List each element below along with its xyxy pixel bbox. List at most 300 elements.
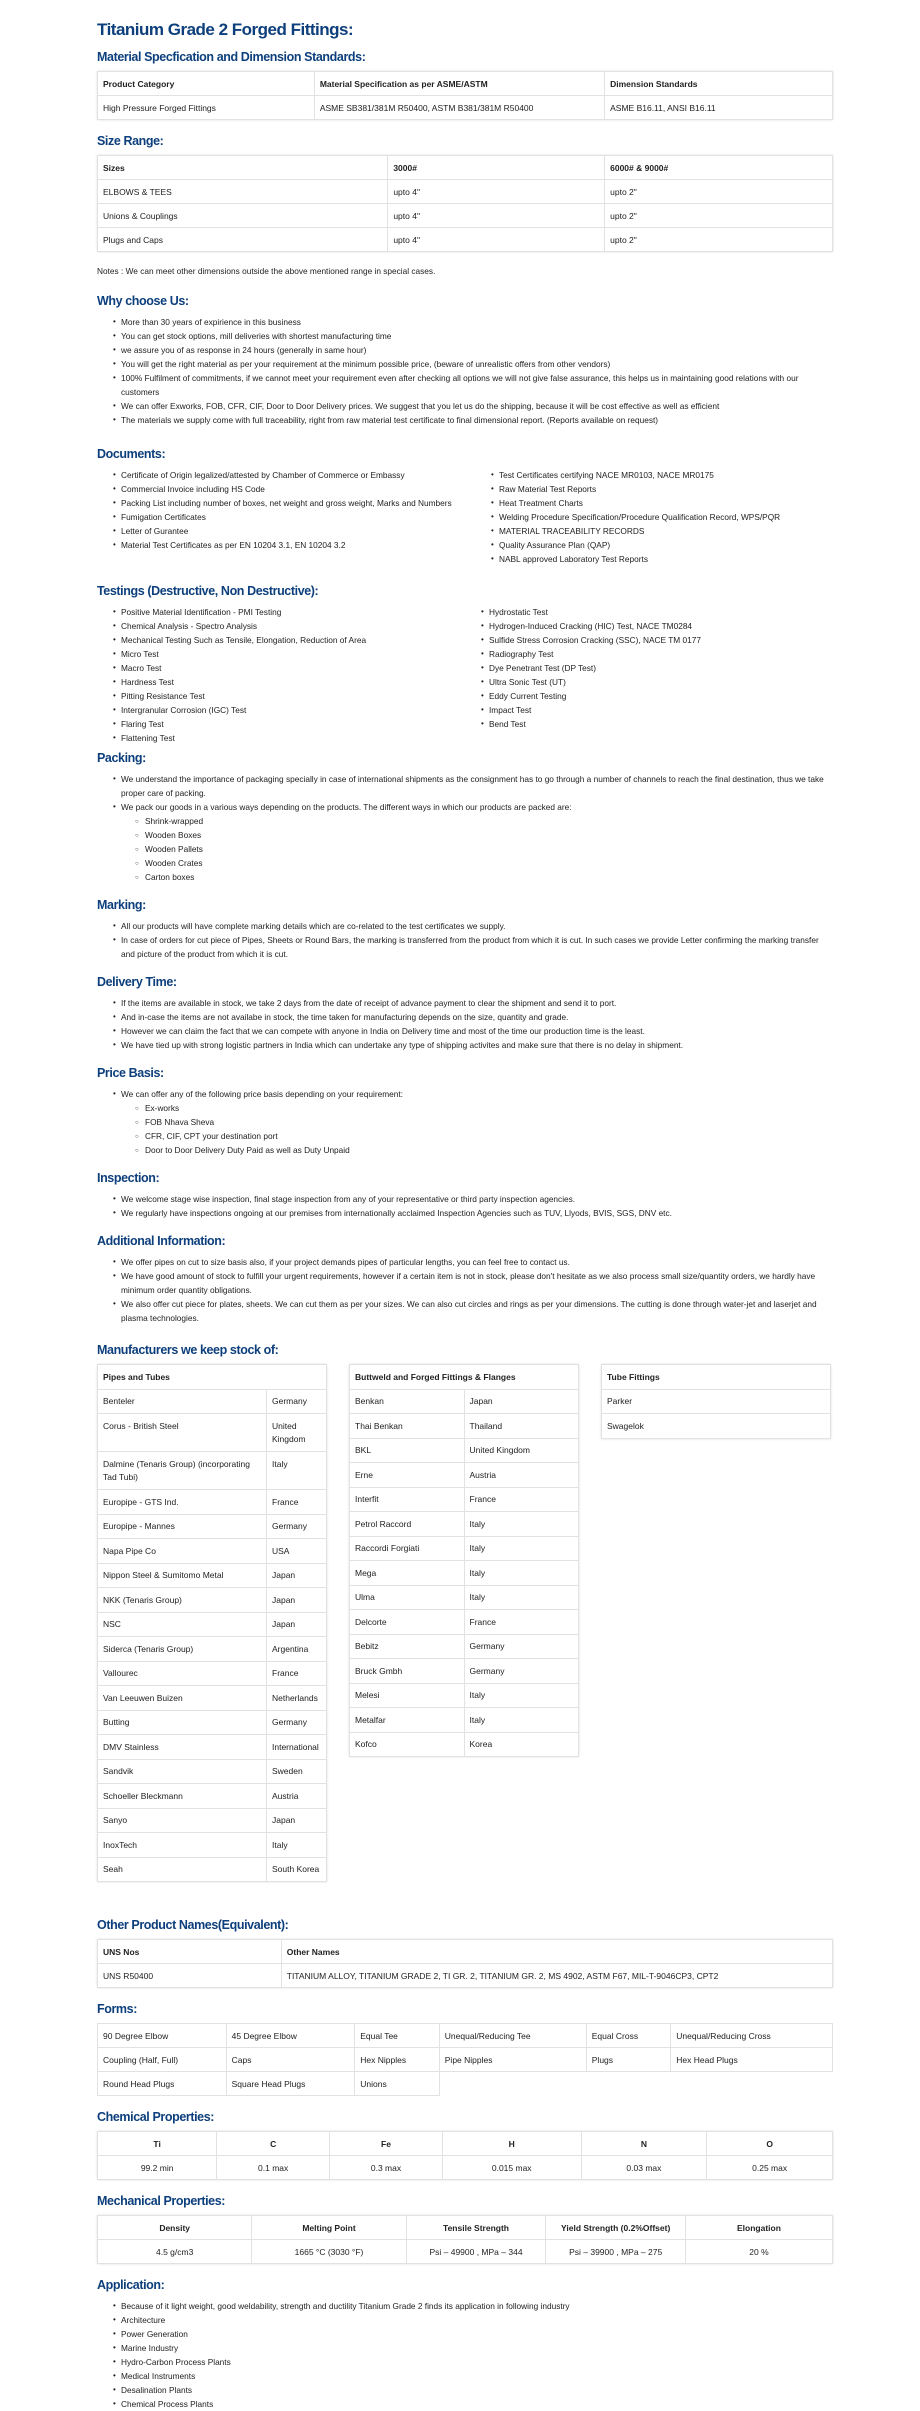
table-cell: ASME B16.11, ANSI B16.11 (605, 96, 833, 120)
list-item: • Micro Test (121, 647, 465, 661)
list-item: • we assure you of as response in 24 hours (generally in same hour) (121, 343, 833, 357)
list-item: • You can get stock options, mill deliveries with shortest manufacturing time (121, 329, 833, 343)
table-cell: Hex Head Plugs (671, 2048, 833, 2072)
table-cell: Benteler (98, 1389, 267, 1414)
table-header: 6000# & 9000# (605, 156, 833, 180)
list-item: ○ Ex-works (145, 1101, 833, 1115)
table-cell: Japan (267, 1808, 327, 1833)
section-heading: Application: (97, 2278, 165, 2292)
list-item: • Packing List including number of boxes, net weight and gross weight, Marks and Numbers (121, 496, 455, 510)
section-heading: Price Basis: (97, 1066, 164, 1080)
table-header: Material Specification as per ASME/ASTM (314, 72, 604, 96)
section-heading: Marking: (97, 898, 146, 912)
section-heading: Forms: (97, 2002, 137, 2016)
buttweld-fittings-table (349, 1364, 579, 1757)
table-row (98, 1612, 327, 1637)
list-item: • Macro Test (121, 661, 465, 675)
table-row (98, 1710, 327, 1735)
list-item: • Fumigation Certificates (121, 510, 455, 524)
list-item: • We have tied up with strong logistic partners in India which can undertake any type of shipping activites and make sure that there is no delay in shipment. (121, 1038, 833, 1052)
table-header: Elongation (685, 2216, 832, 2240)
table-cell: 4.5 g/cm3 (98, 2240, 252, 2264)
table-header: Melting Point (252, 2216, 406, 2240)
section-heading: Documents: (97, 447, 166, 461)
table-cell: Delcorte (350, 1610, 465, 1635)
delivery-list (121, 996, 833, 1052)
table-cell: Europipe - GTS Ind. (98, 1490, 267, 1515)
table-cell: Netherlands (267, 1686, 327, 1711)
list-item: • Power Generation (121, 2327, 833, 2341)
inspection-list (121, 1192, 833, 1220)
table-cell: Interfit (350, 1487, 465, 1512)
forms-section (97, 2002, 833, 2096)
why-choose-section (97, 294, 833, 427)
other-names-section (97, 1918, 833, 1988)
table-cell: Equal Tee (355, 2024, 440, 2048)
list-item: • Flaring Test (121, 717, 465, 731)
list-item: • We can offer any of the following price basis depending on your requirement: (121, 1087, 833, 1101)
table-cell: ASME SB381/381M R50400, ASTM B381/381M R50400 (314, 96, 604, 120)
page-content (97, 0, 833, 2411)
table-header: Tube Fittings (602, 1365, 831, 1390)
table-cell: DMV Stainless (98, 1735, 267, 1760)
table-cell: Italy (267, 1452, 327, 1490)
table-header: Sizes (98, 156, 388, 180)
table-header-row (98, 1940, 833, 1964)
table-header: Pipes and Tubes (98, 1365, 327, 1390)
section-heading: Mechanical Properties: (97, 2194, 226, 2208)
table-cell: South Korea (267, 1857, 327, 1882)
table-row (350, 1561, 579, 1586)
list-item: • Pitting Resistance Test (121, 689, 465, 703)
table-row (98, 180, 833, 204)
table-cell: Psi – 49900 , MPa – 344 (406, 2240, 546, 2264)
table-header-row (98, 1365, 327, 1390)
list-item: ○ FOB Nhava Sheva (145, 1115, 833, 1129)
table-cell: 20 % (685, 2240, 832, 2264)
additional-info-section (97, 1234, 833, 1325)
table-header-row (602, 1365, 831, 1390)
table-cell: Pipe Nipples (439, 2048, 586, 2072)
table-row (98, 1539, 327, 1564)
size-range-section (97, 134, 833, 276)
list-item: • Ultra Sonic Test (UT) (489, 675, 833, 689)
list-item: ○ Carton boxes (145, 870, 833, 884)
list-item: • We have good amount of stock to fulfill your urgent requirements, however if a certain item is not in stock, please don't hesitate as we also process small size/quantity orders, we hardly have minimum order quantity obligations. (121, 1269, 833, 1297)
table-header-row (98, 156, 833, 180)
table-row (98, 1808, 327, 1833)
table-row (350, 1683, 579, 1708)
table-cell: Butting (98, 1710, 267, 1735)
section-heading: Chemical Properties: (97, 2110, 215, 2124)
table-cell: Japan (464, 1389, 579, 1414)
table-header: Fe (330, 2132, 443, 2156)
table-cell: Corus - British Steel (98, 1414, 267, 1452)
table-cell: Raccordi Forgiati (350, 1536, 465, 1561)
table-cell: upto 2" (605, 204, 833, 228)
table-cell: France (267, 1661, 327, 1686)
table-cell: Sweden (267, 1759, 327, 1784)
other-names-table (97, 1939, 833, 1988)
table-cell: Nippon Steel & Sumitomo Metal (98, 1563, 267, 1588)
table-cell: Japan (267, 1612, 327, 1637)
table-cell: France (464, 1610, 579, 1635)
table-cell: Seah (98, 1857, 267, 1882)
pipes-tubes-table (97, 1364, 327, 1882)
table-cell: BKL (350, 1438, 465, 1463)
table-cell: upto 4" (388, 228, 605, 252)
table-row (98, 1452, 327, 1490)
table-row (350, 1438, 579, 1463)
table-row (98, 2024, 833, 2048)
testings-section (97, 584, 833, 745)
table-row (98, 1833, 327, 1858)
table-row (98, 204, 833, 228)
table-cell: Caps (226, 2048, 355, 2072)
section-heading: Additional Information: (97, 1234, 226, 1248)
list-item: • We regularly have inspections ongoing at our premises from internationally acclaimed Inspection Agencies such as TUV, Llyods, BVIS, SGS, DNV etc. (121, 1206, 833, 1220)
table-cell: Plugs and Caps (98, 228, 388, 252)
table-cell: NSC (98, 1612, 267, 1637)
list-item: • Material Test Certificates as per EN 10204 3.1, EN 10204 3.2 (121, 538, 455, 552)
list-item: • Bend Test (489, 717, 833, 731)
list-item: • Quality Assurance Plan (QAP) (499, 538, 833, 552)
list-item: • The materials we supply come with full traceability, right from raw material test certificate to final dimensional report. (Reports available on request) (121, 413, 833, 427)
list-item: • NABL approved Laboratory Test Reports (499, 552, 833, 566)
list-item: • In case of orders for cut piece of Pipes, Sheets or Round Bars, the marking is transferred from the product from which it is cut. In such cases we provide Letter confirming the marking transfer and picture of the product from which it is cut. (121, 933, 833, 961)
table-cell: Vallourec (98, 1661, 267, 1686)
table-cell: Van Leeuwen Buizen (98, 1686, 267, 1711)
table-row (350, 1389, 579, 1414)
table-row (98, 1389, 327, 1414)
table-header-row (98, 2216, 833, 2240)
table-row (350, 1414, 579, 1439)
section-heading: Testings (Destructive, Non Destructive): (97, 584, 319, 598)
table-row (98, 96, 833, 120)
table-cell: 1665 °C (3030 °F) (252, 2240, 406, 2264)
table-cell: Italy (464, 1585, 579, 1610)
list-item: • Hydrogen-Induced Cracking (HIC) Test, NACE TM0284 (489, 619, 833, 633)
table-cell: UNS R50400 (98, 1964, 282, 1988)
table-cell: Metalfar (350, 1708, 465, 1733)
table-cell: upto 4" (388, 180, 605, 204)
table-header: Yield Strength (0.2%Offset) (546, 2216, 686, 2240)
table-cell: Germany (267, 1710, 327, 1735)
list-item: • Chemical Analysis - Spectro Analysis (121, 619, 465, 633)
table-cell: Kofco (350, 1732, 465, 1757)
testings-list-right (489, 605, 833, 745)
table-cell: Psi – 39900 , MPa – 275 (546, 2240, 686, 2264)
table-cell: Italy (464, 1512, 579, 1537)
application-list (121, 2299, 833, 2411)
table-cell: Germany (464, 1659, 579, 1684)
table-row (98, 1784, 327, 1809)
documents-list-right (499, 468, 833, 566)
documents-section (97, 447, 833, 566)
table-header: Buttweld and Forged Fittings & Flanges (350, 1365, 579, 1390)
list-item: ○ Shrink-wrapped (145, 814, 833, 828)
list-item: • And in-case the items are not availabe in stock, the time taken for manufacturing depends on the size, quantity and grade. (121, 1010, 833, 1024)
table-header: Tensile Strength (406, 2216, 546, 2240)
list-item: • MATERIAL TRACEABILITY RECORDS (499, 524, 833, 538)
list-item: • If the items are available in stock, we take 2 days from the date of receipt of advance payment to clear the shipment and send it to port. (121, 996, 833, 1010)
section-heading: Packing: (97, 751, 146, 765)
forms-table (97, 2023, 833, 2096)
list-item: • Test Certificates certifying NACE MR0103, NACE MR0175 (499, 468, 833, 482)
table-cell: Unions (355, 2072, 440, 2096)
list-item: • We pack our goods in a various ways depending on the products. The different ways in which our products are packed are: (121, 800, 833, 814)
table-cell: Unions & Couplings (98, 204, 388, 228)
section-heading: Size Range: (97, 134, 164, 148)
list-item: • We offer pipes on cut to size basis also, if your project demands pipes of particular lengths, you can feel free to contact us. (121, 1255, 833, 1269)
table-row (602, 1414, 831, 1439)
table-header-row (98, 72, 833, 96)
table-cell: Italy (267, 1833, 327, 1858)
table-cell: Plugs (586, 2048, 671, 2072)
table-cell: Germany (464, 1634, 579, 1659)
table-cell: United Kingdom (464, 1438, 579, 1463)
inspection-section (97, 1171, 833, 1220)
size-range-table (97, 155, 833, 252)
table-cell: 0.015 max (442, 2156, 581, 2180)
table-cell: upto 2" (605, 228, 833, 252)
testings-list-left (121, 605, 465, 745)
table-cell: Japan (267, 1563, 327, 1588)
table-row (350, 1487, 579, 1512)
table-cell: Siderca (Tenaris Group) (98, 1637, 267, 1662)
table-cell: Ulma (350, 1585, 465, 1610)
table-cell: United Kingdom (267, 1414, 327, 1452)
table-row (98, 1490, 327, 1515)
table-row (98, 1661, 327, 1686)
table-cell: Napa Pipe Co (98, 1539, 267, 1564)
table-header: N (581, 2132, 707, 2156)
price-basis-sublist (145, 1101, 833, 1157)
section-heading: Delivery Time: (97, 975, 177, 989)
table-cell: Italy (464, 1536, 579, 1561)
table-cell: Bebitz (350, 1634, 465, 1659)
section-heading: Material Specfication and Dimension Standards: (97, 50, 366, 64)
material-spec-section (97, 50, 833, 120)
list-item: • Positive Material Identification - PMI Testing (121, 605, 465, 619)
table-cell: 0.1 max (217, 2156, 330, 2180)
table-row (98, 1964, 833, 1988)
table-cell: 0.3 max (330, 2156, 443, 2180)
table-cell: Petrol Raccord (350, 1512, 465, 1537)
list-item: • Heat Treatment Charts (499, 496, 833, 510)
table-cell: Benkan (350, 1389, 465, 1414)
marking-section (97, 898, 833, 961)
table-row (98, 228, 833, 252)
why-choose-list (121, 315, 833, 427)
list-item: ○ CFR, CIF, CPT your destination port (145, 1129, 833, 1143)
table-header: C (217, 2132, 330, 2156)
list-item: • We understand the importance of packaging specially in case of international shipments as the consignment has to go through a number of channels to reach the final destination, thus we take proper care of packing. (121, 772, 833, 800)
table-header: Density (98, 2216, 252, 2240)
table-cell: Erne (350, 1463, 465, 1488)
table-cell: Melesi (350, 1683, 465, 1708)
table-cell: Thai Benkan (350, 1414, 465, 1439)
list-item: ○ Wooden Boxes (145, 828, 833, 842)
price-basis-list (121, 1087, 833, 1101)
table-row (98, 1563, 327, 1588)
table-row (98, 1735, 327, 1760)
list-item: • Chemical Process Plants (121, 2397, 833, 2411)
table-cell: 45 Degree Elbow (226, 2024, 355, 2048)
list-item: • However we can claim the fact that we can compete with anyone in India on Delivery time and most of the time our production time is the least. (121, 1024, 833, 1038)
table-cell: Equal Cross (586, 2024, 671, 2048)
table-cell: Coupling (Half, Full) (98, 2048, 227, 2072)
list-item: • Certificate of Origin legalized/attested by Chamber of Commerce or Embassy (121, 468, 455, 482)
list-item: • We welcome stage wise inspection, final stage inspection from any of your representative or third party inspection agencies. (121, 1192, 833, 1206)
additional-info-list (121, 1255, 833, 1325)
empty-cell (439, 2072, 586, 2096)
marking-list (121, 919, 833, 961)
table-row (350, 1708, 579, 1733)
list-item: • Marine Industry (121, 2341, 833, 2355)
table-cell: Sandvik (98, 1759, 267, 1784)
section-heading: Why choose Us: (97, 294, 189, 308)
list-item: • Medical Instruments (121, 2369, 833, 2383)
list-item: • Sulfide Stress Corrosion Cracking (SSC), NACE TM 0177 (489, 633, 833, 647)
table-row (602, 1389, 831, 1414)
table-header: Other Names (281, 1940, 832, 1964)
list-item: • We can offer Exworks, FOB, CFR, CIF, Door to Door Delivery prices. We suggest that you let us do the shipping, because it will be cost effective as well as efficient (121, 399, 833, 413)
list-item: • We also offer cut piece for plates, sheets. We can cut them as per your sizes. We can also cut circles and rings as per your dimensions. The cutting is done through water-jet and laserjet and plasma technologies. (121, 1297, 833, 1325)
table-header-row (98, 2132, 833, 2156)
list-item: • Flattening Test (121, 731, 465, 745)
table-cell: Mega (350, 1561, 465, 1586)
table-cell: upto 4" (388, 204, 605, 228)
table-header: Dimension Standards (605, 72, 833, 96)
list-item: • Hardness Test (121, 675, 465, 689)
table-cell: NKK (Tenaris Group) (98, 1588, 267, 1613)
table-cell: upto 2" (605, 180, 833, 204)
table-cell: Parker (602, 1389, 831, 1414)
table-cell: Germany (267, 1389, 327, 1414)
table-cell: Unequal/Reducing Tee (439, 2024, 586, 2048)
section-heading: Other Product Names(Equivalent): (97, 1918, 289, 1932)
table-cell: Italy (464, 1708, 579, 1733)
list-item: • Impact Test (489, 703, 833, 717)
table-cell: France (267, 1490, 327, 1515)
list-item: • Eddy Current Testing (489, 689, 833, 703)
table-cell: 90 Degree Elbow (98, 2024, 227, 2048)
table-row (350, 1732, 579, 1757)
table-cell: 0.25 max (707, 2156, 833, 2180)
table-row (98, 2240, 833, 2264)
table-cell: High Pressure Forged Fittings (98, 96, 315, 120)
table-cell: Italy (464, 1561, 579, 1586)
table-cell: Hex Nipples (355, 2048, 440, 2072)
table-header: H (442, 2132, 581, 2156)
list-item: • Commercial Invoice including HS Code (121, 482, 455, 496)
list-item: • Mechanical Testing Such as Tensile, Elongation, Reduction of Area (121, 633, 465, 647)
table-cell: Italy (464, 1683, 579, 1708)
table-cell: Dalmine (Tenaris Group) (incorporating Tad Tubi) (98, 1452, 267, 1490)
table-row (350, 1610, 579, 1635)
table-row (98, 1686, 327, 1711)
list-item: • Radiography Test (489, 647, 833, 661)
section-heading: Inspection: (97, 1171, 160, 1185)
list-item: • Letter of Gurantee (121, 524, 455, 538)
chemical-properties-section (97, 2110, 833, 2180)
table-cell: Korea (464, 1732, 579, 1757)
table-cell: USA (267, 1539, 327, 1564)
table-cell: 0.03 max (581, 2156, 707, 2180)
table-cell: ELBOWS & TEES (98, 180, 388, 204)
mechanical-properties-table (97, 2215, 833, 2264)
empty-cell (671, 2072, 833, 2096)
table-row (98, 1637, 327, 1662)
table-row (98, 1759, 327, 1784)
list-item: • Because of it light weight, good weldability, strength and ductility Titanium Grade 2 finds its application in following industry (121, 2299, 833, 2313)
list-item: ○ Wooden Pallets (145, 842, 833, 856)
table-header: O (707, 2132, 833, 2156)
table-cell: Germany (267, 1514, 327, 1539)
table-row (98, 2156, 833, 2180)
packing-list (121, 772, 833, 814)
table-cell: Unequal/Reducing Cross (671, 2024, 833, 2048)
table-cell: France (464, 1487, 579, 1512)
table-row (98, 1514, 327, 1539)
table-row (350, 1585, 579, 1610)
packing-sublist (145, 814, 833, 884)
table-row (98, 1588, 327, 1613)
table-header-row (350, 1365, 579, 1390)
table-header: UNS Nos (98, 1940, 282, 1964)
list-item: • Intergranular Corrosion (IGC) Test (121, 703, 465, 717)
chemical-properties-table (97, 2131, 833, 2180)
table-cell: Austria (464, 1463, 579, 1488)
table-row (350, 1463, 579, 1488)
table-cell: Round Head Plugs (98, 2072, 227, 2096)
list-item: • Desalination Plants (121, 2383, 833, 2397)
table-row (350, 1659, 579, 1684)
list-item: ○ Door to Door Delivery Duty Paid as well as Duty Unpaid (145, 1143, 833, 1157)
table-cell: Bruck Gmbh (350, 1659, 465, 1684)
table-cell: Sanyo (98, 1808, 267, 1833)
table-row (350, 1536, 579, 1561)
price-basis-section (97, 1066, 833, 1157)
list-item: • More than 30 years of expirience in this business (121, 315, 833, 329)
list-item: • All our products will have complete marking details which are co-related to the test certificates we supply. (121, 919, 833, 933)
delivery-section (97, 975, 833, 1052)
size-note: Notes : We can meet other dimensions outside the above mentioned range in special cases. (97, 266, 436, 276)
packing-section (97, 751, 833, 884)
list-item: • Hydro-Carbon Process Plants (121, 2355, 833, 2369)
list-item: • Hydrostatic Test (489, 605, 833, 619)
table-row (350, 1512, 579, 1537)
application-section (97, 2278, 833, 2411)
table-row (98, 1857, 327, 1882)
table-cell: Swagelok (602, 1414, 831, 1439)
table-cell: Austria (267, 1784, 327, 1809)
list-item: • Architecture (121, 2313, 833, 2327)
list-item: ○ Wooden Crates (145, 856, 833, 870)
list-item: • You will get the right material as per your requirement at the minimum possible price, (beware of unrealistic offers from other vendors) (121, 357, 833, 371)
table-cell: Europipe - Mannes (98, 1514, 267, 1539)
table-header: 3000# (388, 156, 605, 180)
table-cell: InoxTech (98, 1833, 267, 1858)
page-title: Titanium Grade 2 Forged Fittings: (97, 20, 354, 39)
table-cell: TITANIUM ALLOY, TITANIUM GRADE 2, TI GR. 2, TITANIUM GR. 2, MS 4902, ASTM F67, MIL-T-9046CP3, CPT2 (281, 1964, 832, 1988)
table-cell: Square Head Plugs (226, 2072, 355, 2096)
table-row (98, 2072, 833, 2096)
list-item: • Raw Material Test Reports (499, 482, 833, 496)
empty-cell (586, 2072, 671, 2096)
list-item: • Dye Penetrant Test (DP Test) (489, 661, 833, 675)
